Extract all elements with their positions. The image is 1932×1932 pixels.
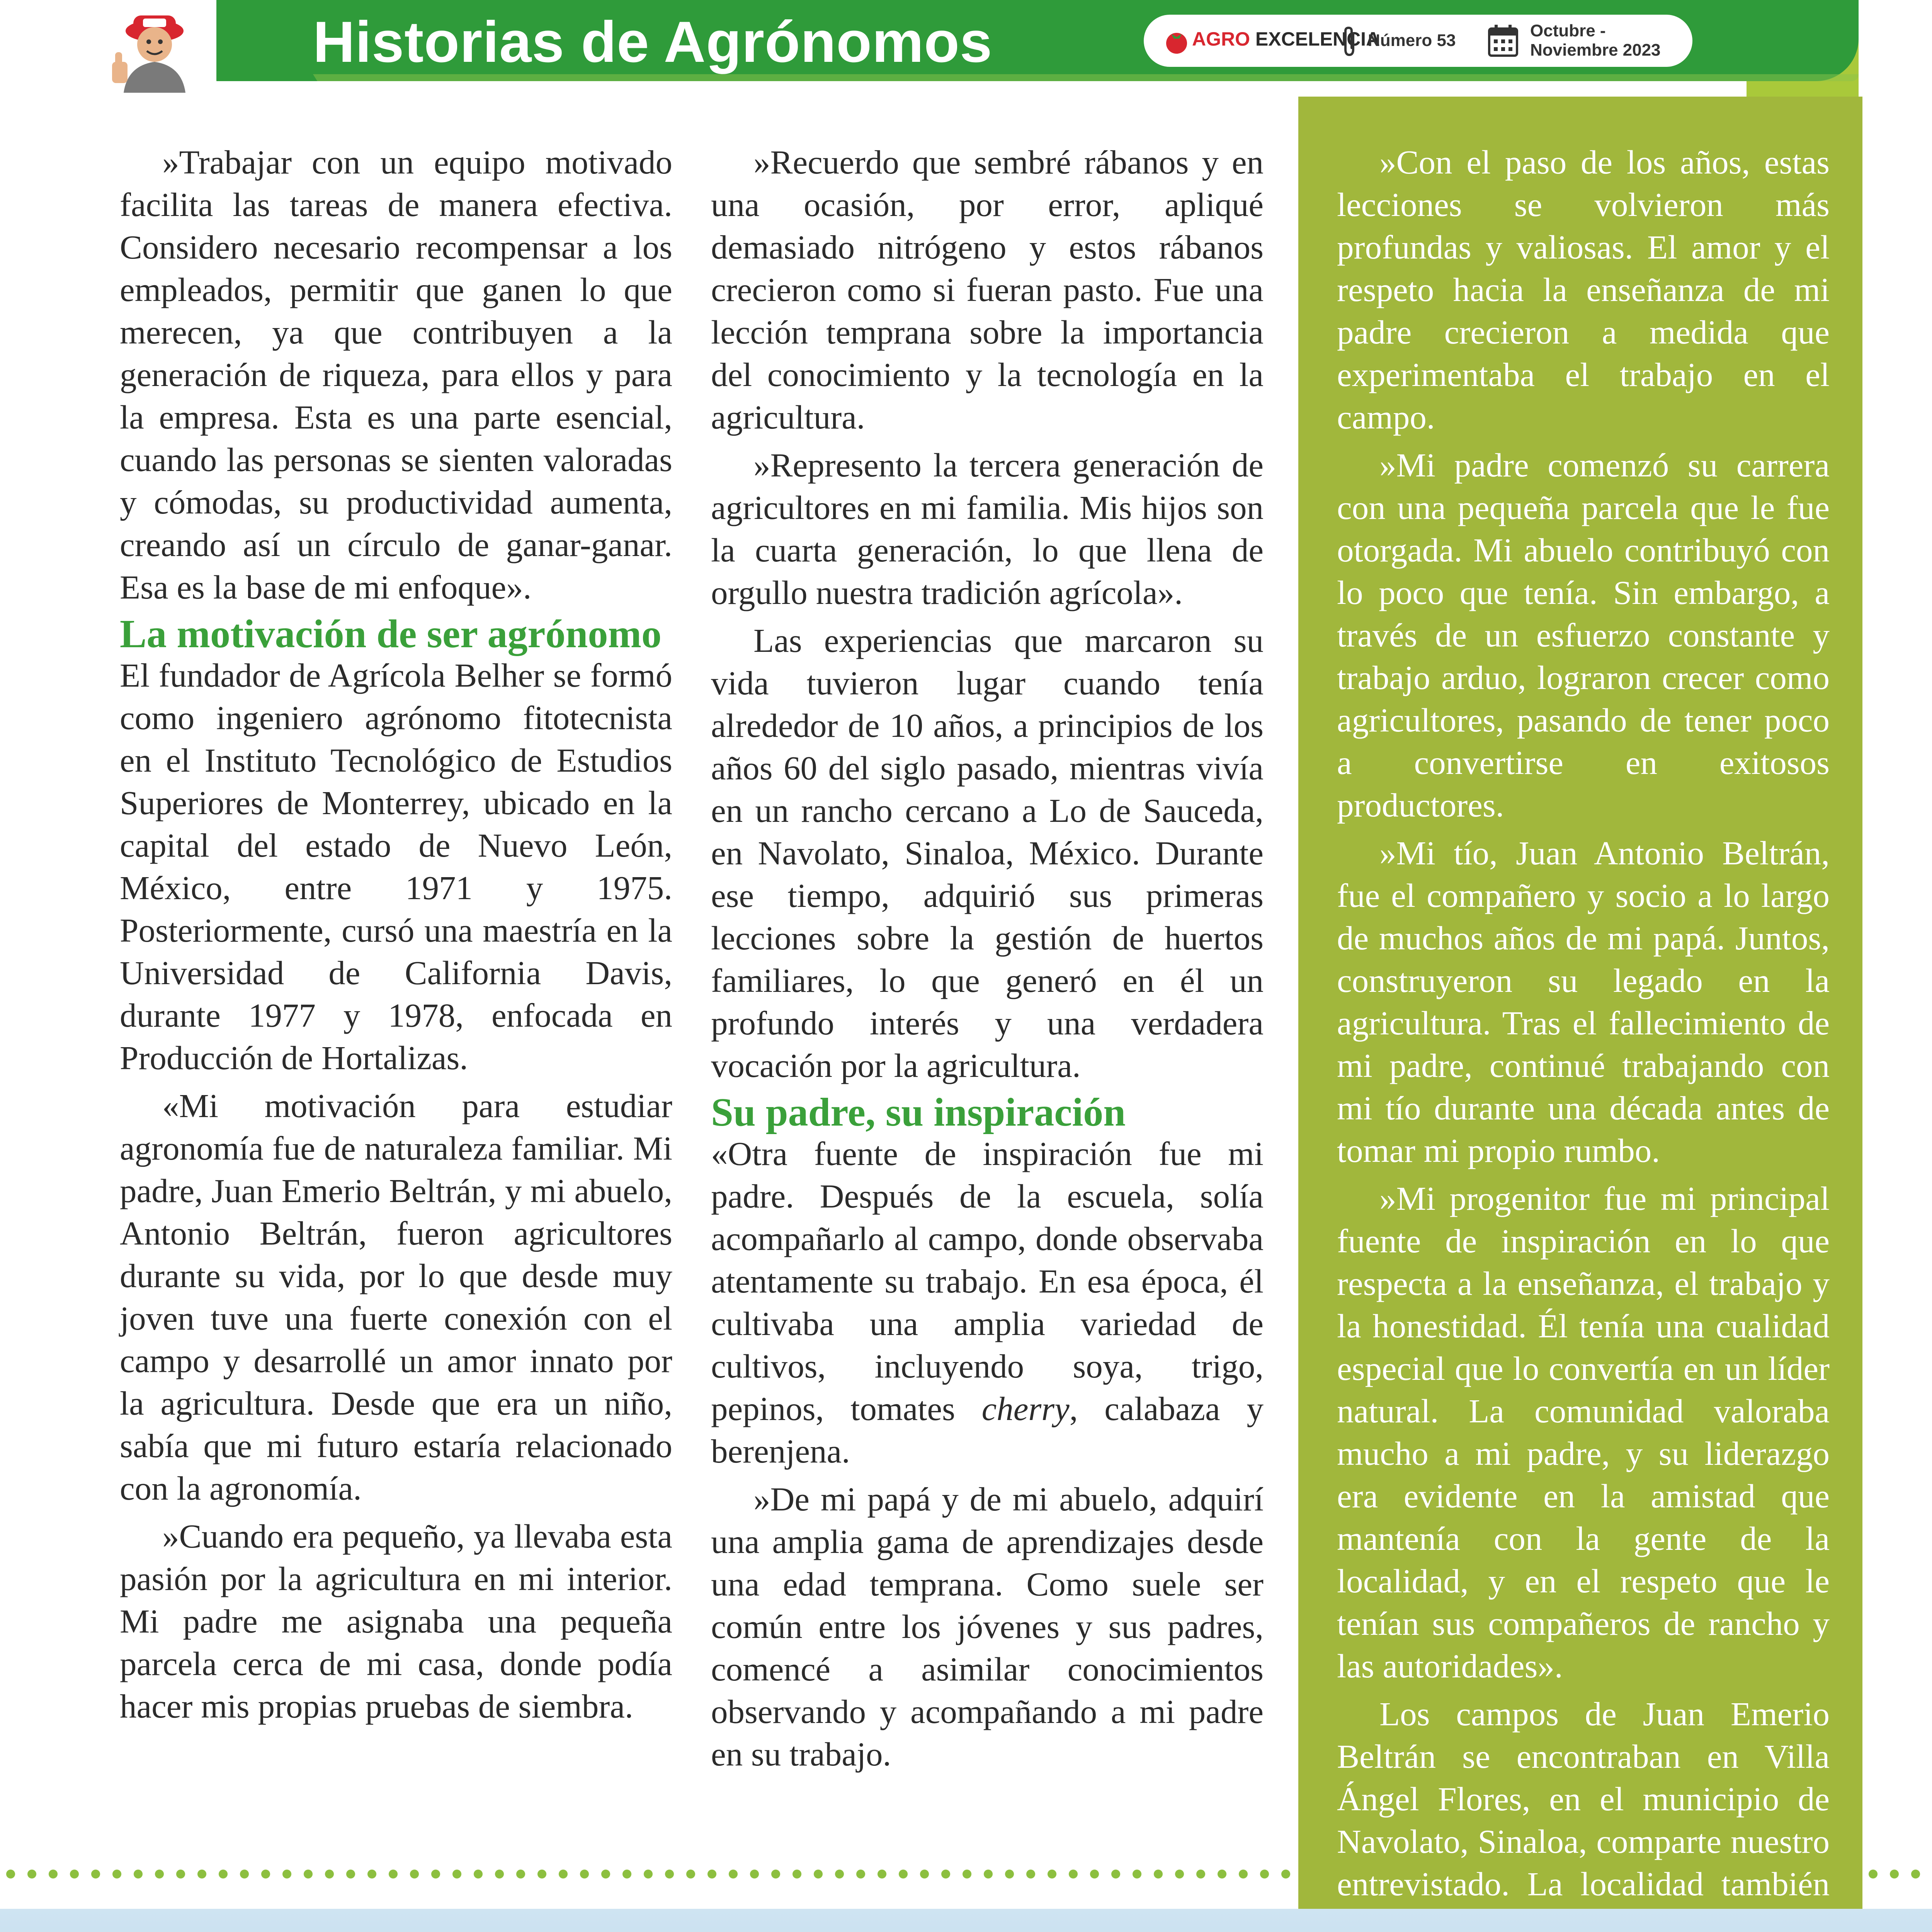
article-column-1 bbox=[120, 141, 672, 1733]
paragraph: »Trabajar con un equipo motivado facilita las tareas de manera efectiva. Considero necesario recompensar a los empleados, permitir que ganen lo que merecen, ya que contribuyen a la generación de riqueza, para ellos y para la empresa. Esta es una parte esencial, cuando las personas se sienten valoradas y cómodas, su productividad aumenta, creando así un círculo de ganar-ganar. Esa es la base de mi enfoque». bbox=[120, 143, 672, 606]
text-run: , calabaza y berenjena. bbox=[711, 1390, 1264, 1470]
paragraph: »Con el paso de los años, estas lecciones se volvieron más profundas y valiosas. El amor y el respeto hacia la enseñanza de mi padre crecieron a medida que experimentaba el trabajo en el campo. bbox=[1337, 143, 1830, 436]
issue-date: Octubre - Noviembre 2023 bbox=[1530, 21, 1661, 60]
section-title: Historias de Agrónomos bbox=[313, 9, 993, 74]
paragraph: »Recuerdo que sembré rábanos y en una ocasión, por error, apliqué demasiado nitrógeno y estos rábanos crecieron como si fueran pasto. Fue una lección temprana sobre la importancia del conocimiento y la tecnología en la agricultura. bbox=[711, 143, 1264, 436]
subheading-motivation: La motivación de ser agrónomo bbox=[120, 612, 662, 656]
paragraph: Los campos de Juan Emerio Beltrán se encontraban en Villa Ángel Flores, en el municipio de Navolato, Sinaloa, comparte nuestro entrevistado. La localidad también bbox=[1337, 1695, 1830, 1903]
paragraph: El fundador de Agrícola Belher se formó como ingeniero agrónomo fitotecnista en el Instituto Tecnológico de Estudios Superiores de Monterrey, ubicado en la capital del estado de Nuevo León, México, entre 1971 y 1975. Posteriormente, cursó una maestría en la Universidad de California Davis, durante 1977 y 1978, enfocada en Producción de Hortalizas. bbox=[120, 656, 672, 1077]
lime-tree-illustration bbox=[0, 1909, 1932, 1932]
text-run: «Otra fuente de inspiración fue mi padre. Después de la escuela, solía acompañarlo al campo, donde observaba atentamente su trabajo. En esa época, él cultivaba una amplia variedad de cultivos, incluyendo soya, trigo, pepinos, tomates bbox=[711, 1135, 1264, 1427]
tomato-logo-icon bbox=[1163, 28, 1190, 55]
brand-agro: AGRO bbox=[1192, 28, 1250, 50]
subheading-father: Su padre, su inspiración bbox=[711, 1090, 1126, 1134]
mascot-thumbs-up bbox=[97, 4, 205, 93]
lime-tree-photo bbox=[0, 1909, 1932, 1932]
paragraph: »Cuando era pequeño, ya llevaba esta pasión por la agricultura en mi interior. Mi padre me asignaba una pequeña parcela cerca de mi casa, donde podía hacer mis propias pruebas de siembra. bbox=[120, 1517, 672, 1725]
calendar-icon bbox=[1488, 24, 1519, 57]
dotted-divider bbox=[0, 1868, 1298, 1880]
issue-number: Número 53 bbox=[1368, 31, 1456, 50]
brand-excelencia: EXCELENCIA bbox=[1255, 28, 1380, 50]
italic-word: cherry bbox=[981, 1390, 1070, 1427]
paperclip-icon bbox=[1341, 26, 1360, 58]
paragraph: «Mi motivación para estudiar agronomía fue de naturaleza familiar. Mi padre, Juan Emerio Beltrán, y mi abuelo, Antonio Beltrán, fueron agricultores durante su vida, por lo que desde muy joven tuve una fuerte conexión con el campo y desarrollé un amor innato por la agricultura. Desde que era un niño, sabía que mi futuro estaría relacionado con la agronomía. bbox=[120, 1087, 672, 1507]
paragraph: »Mi tío, Juan Antonio Beltrán, fue el compañero y socio a lo largo de muchos años de mi papá. Juntos, construyeron su legado en la agricultura. Tras el fallecimiento de mi padre, continué trabajando con mi tío durante una década antes de tomar mi propio rumbo. bbox=[1337, 834, 1830, 1169]
paragraph: »De mi papá y de mi abuelo, adquirí una amplia gama de aprendizajes desde una edad temprana. Como suele ser común entre los jóvenes y sus padres, comencé a asimilar conocimientos observando y acompañando a mi padre en su trabajo. bbox=[711, 1480, 1264, 1773]
article-column-3 bbox=[1337, 141, 1830, 1932]
paragraph bbox=[711, 1133, 1264, 1473]
dotted-divider-right bbox=[1862, 1868, 1932, 1880]
paragraph: »Mi progenitor fue mi principal fuente de inspiración en lo que respecta a la enseñanza, el trabajo y la honestidad. Él tenía una cualidad especial que lo convertía en un líder natural. La comunidad valoraba mucho a mi padre, y su liderazgo era evidente en la amistad que mantenía con la gente de la localidad, y en el respeto que le tenían sus compañeros de rancho y las autoridades». bbox=[1337, 1180, 1830, 1685]
page-header bbox=[0, 0, 1859, 97]
article-column-2 bbox=[711, 141, 1264, 1781]
paragraph: »Mi padre comenzó su carrera con una pequeña parcela que le fue otorgada. Mi abuelo contribuyó con lo poco que tenía. Sin embargo, a través de un esfuerzo constante y trabajo arduo, lograron crecer como agricultores, pasando de tener poco a convertirse en exitosos productores. bbox=[1337, 446, 1830, 824]
paragraph: Las experiencias que marcaron su vida tuvieron lugar cuando tenía alrededor de 10 años, a principios de los años 60 del siglo pasado, mientras vivía en un rancho cercano a Lo de Sauceda, en Navolato, Sinaloa, México. Durante ese tiempo, adquirió sus primeras lecciones sobre la gestión de huertos familiares, lo que generó en él un profundo interés y una verdadera vocación por la agricultura. bbox=[711, 622, 1264, 1084]
paragraph: »Represento la tercera generación de agricultores en mi familia. Mis hijos son la cuarta generación, lo que llena de orgullo nuestra tradición agrícola». bbox=[711, 446, 1264, 611]
